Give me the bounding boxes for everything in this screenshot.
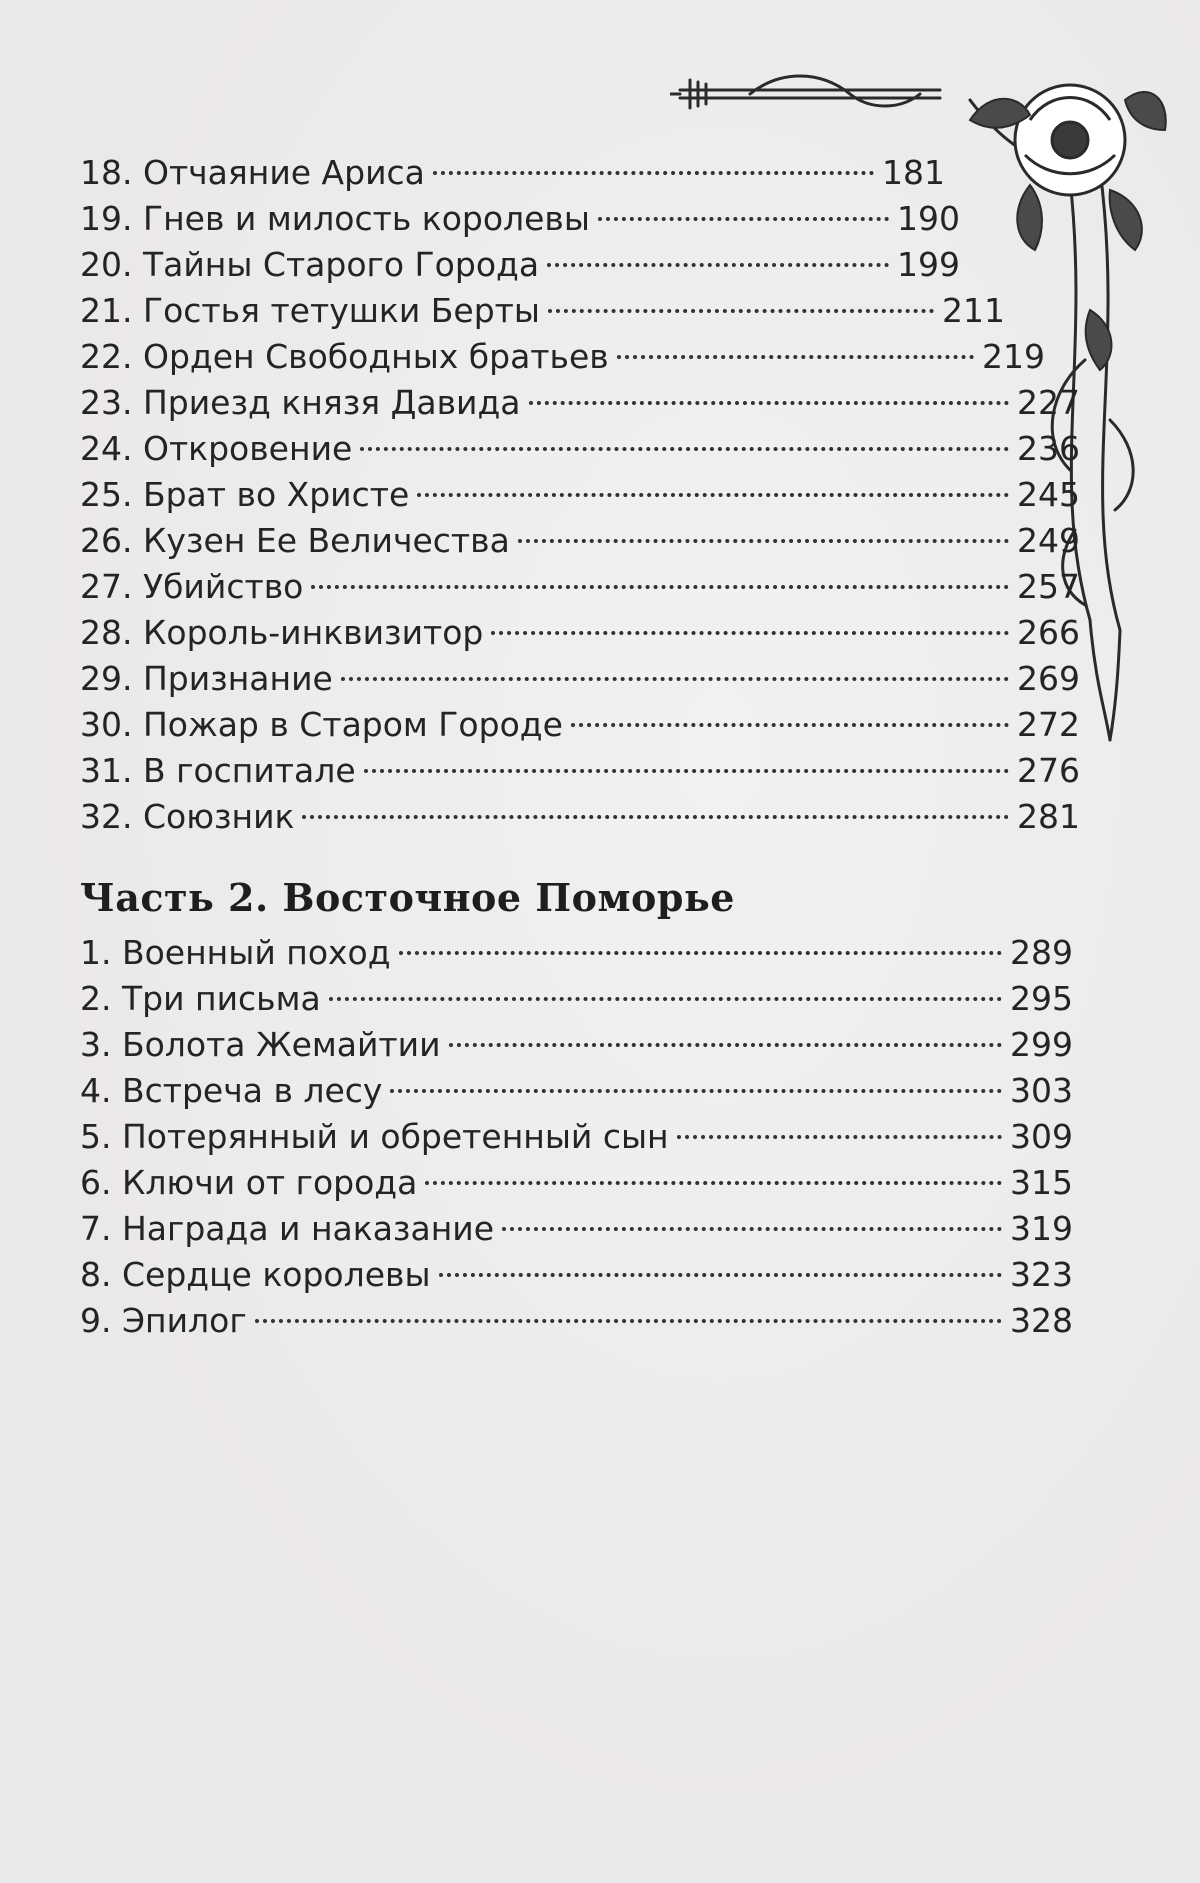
- toc-entry-page: 266: [1017, 613, 1080, 652]
- dot-leader: [529, 401, 1009, 405]
- dot-leader: [439, 1273, 1003, 1277]
- toc-entry-page: 323: [1010, 1255, 1073, 1294]
- dot-leader: [449, 1043, 1002, 1047]
- toc-entry-page: 219: [982, 337, 1045, 376]
- toc-entry: [80, 196, 960, 242]
- toc-entry-title: 27. Убийство: [80, 567, 304, 606]
- toc-entry-page: 328: [1010, 1301, 1073, 1340]
- toc-entry-title: 3. Болота Жемайтии: [80, 1025, 441, 1064]
- dot-leader: [617, 355, 974, 359]
- toc-entry: [80, 1114, 1073, 1160]
- toc-entry-title: 24. Откровение: [80, 429, 353, 468]
- toc-entry-page: 227: [1017, 383, 1080, 422]
- toc-entry-title: 18. Отчаяние Ариса: [80, 153, 425, 192]
- dot-leader: [677, 1135, 1002, 1139]
- toc-entry-title: 6. Ключи от города: [80, 1163, 418, 1202]
- dot-leader: [390, 1089, 1002, 1093]
- dot-leader: [547, 263, 889, 267]
- toc-entry-title: 9. Эпилог: [80, 1301, 247, 1340]
- toc-entry-title: 26. Кузен Ее Величества: [80, 521, 510, 560]
- toc-entry-page: 245: [1017, 475, 1080, 514]
- dot-leader: [302, 815, 1009, 819]
- toc-entry-page: 299: [1010, 1025, 1073, 1064]
- toc-entry-page: 315: [1010, 1163, 1073, 1202]
- toc-entry-title: 28. Король-инквизитор: [80, 613, 484, 652]
- toc-entry-page: 236: [1017, 429, 1080, 468]
- toc-entry: [80, 518, 1080, 564]
- toc-entry: [80, 794, 1080, 840]
- toc-entry: [80, 380, 1080, 426]
- toc-entry: [80, 610, 1080, 656]
- toc-entry-page: 211: [942, 291, 1005, 330]
- toc-entry-title: 23. Приезд князя Давида: [80, 383, 521, 422]
- toc-entry-page: 309: [1010, 1117, 1073, 1156]
- toc-entry-title: 8. Сердце королевы: [80, 1255, 431, 1294]
- toc-entry: [80, 748, 1080, 794]
- dot-leader: [548, 309, 934, 313]
- toc-entry-page: 269: [1017, 659, 1080, 698]
- toc-entry-title: 21. Гостья тетушки Берты: [80, 291, 540, 330]
- toc-entry: [80, 930, 1073, 976]
- dot-leader: [433, 171, 874, 175]
- dot-leader: [360, 447, 1009, 451]
- toc-entry: [80, 976, 1073, 1022]
- toc-entry-page: 281: [1017, 797, 1080, 836]
- toc-entry-title: 31. В госпитале: [80, 751, 356, 790]
- toc-entry-page: 272: [1017, 705, 1080, 744]
- toc-entry-title: 25. Брат во Христе: [80, 475, 410, 514]
- toc-entry: [80, 1298, 1073, 1344]
- toc-entry-title: 22. Орден Свободных братьев: [80, 337, 609, 376]
- toc-entry-page: 303: [1010, 1071, 1073, 1110]
- toc-entry-title: 2. Три письма: [80, 979, 321, 1018]
- toc-entry-page: 190: [897, 199, 960, 238]
- toc-entry-page: 181: [882, 153, 945, 192]
- dot-leader: [399, 951, 1002, 955]
- toc-entry: [80, 1160, 1073, 1206]
- dot-leader: [311, 585, 1009, 589]
- toc-entry: [80, 1022, 1073, 1068]
- dot-leader: [417, 493, 1009, 497]
- toc-entry: [80, 242, 960, 288]
- dot-leader: [491, 631, 1009, 635]
- toc-entry-title: 20. Тайны Старого Города: [80, 245, 540, 284]
- toc-entry: [80, 1206, 1073, 1252]
- toc-entry-page: 295: [1010, 979, 1073, 1018]
- toc-entry-title: 19. Гнев и милость королевы: [80, 199, 590, 238]
- toc-entry-title: 32. Союзник: [80, 797, 295, 836]
- dot-leader: [341, 677, 1009, 681]
- toc-entry: [80, 334, 1045, 380]
- part-2-heading: Часть 2. Восточное Поморье: [80, 875, 735, 920]
- dot-leader: [598, 217, 889, 221]
- toc-entry: [80, 702, 1080, 748]
- dot-leader: [502, 1227, 1002, 1231]
- toc-entry: [80, 656, 1080, 702]
- toc-entry-page: 289: [1010, 933, 1073, 972]
- toc-entry-title: 7. Награда и наказание: [80, 1209, 495, 1248]
- toc-entry-title: 30. Пожар в Старом Городе: [80, 705, 563, 744]
- toc-entry: [80, 472, 1080, 518]
- toc-entry: [80, 1068, 1073, 1114]
- dot-leader: [364, 769, 1009, 773]
- toc-entry-title: 1. Военный поход: [80, 933, 391, 972]
- toc-entry: [80, 1252, 1073, 1298]
- toc-entry-page: 199: [897, 245, 960, 284]
- toc-entry-title: 4. Встреча в лесу: [80, 1071, 383, 1110]
- dot-leader: [425, 1181, 1002, 1185]
- dot-leader: [571, 723, 1009, 727]
- dot-leader: [329, 997, 1002, 1001]
- dot-leader: [518, 539, 1009, 543]
- toc-entry: [80, 426, 1080, 472]
- toc-entry-page: 319: [1010, 1209, 1073, 1248]
- toc-entry: [80, 288, 1005, 334]
- dot-leader: [255, 1319, 1002, 1323]
- toc-entry-title: 5. Потерянный и обретенный сын: [80, 1117, 669, 1156]
- toc-entry-page: 249: [1017, 521, 1080, 560]
- toc-entry-page: 276: [1017, 751, 1080, 790]
- toc-entry: [80, 564, 1080, 610]
- toc-entry-page: 257: [1017, 567, 1080, 606]
- toc-entry: [80, 150, 945, 196]
- toc-entry-title: 29. Признание: [80, 659, 333, 698]
